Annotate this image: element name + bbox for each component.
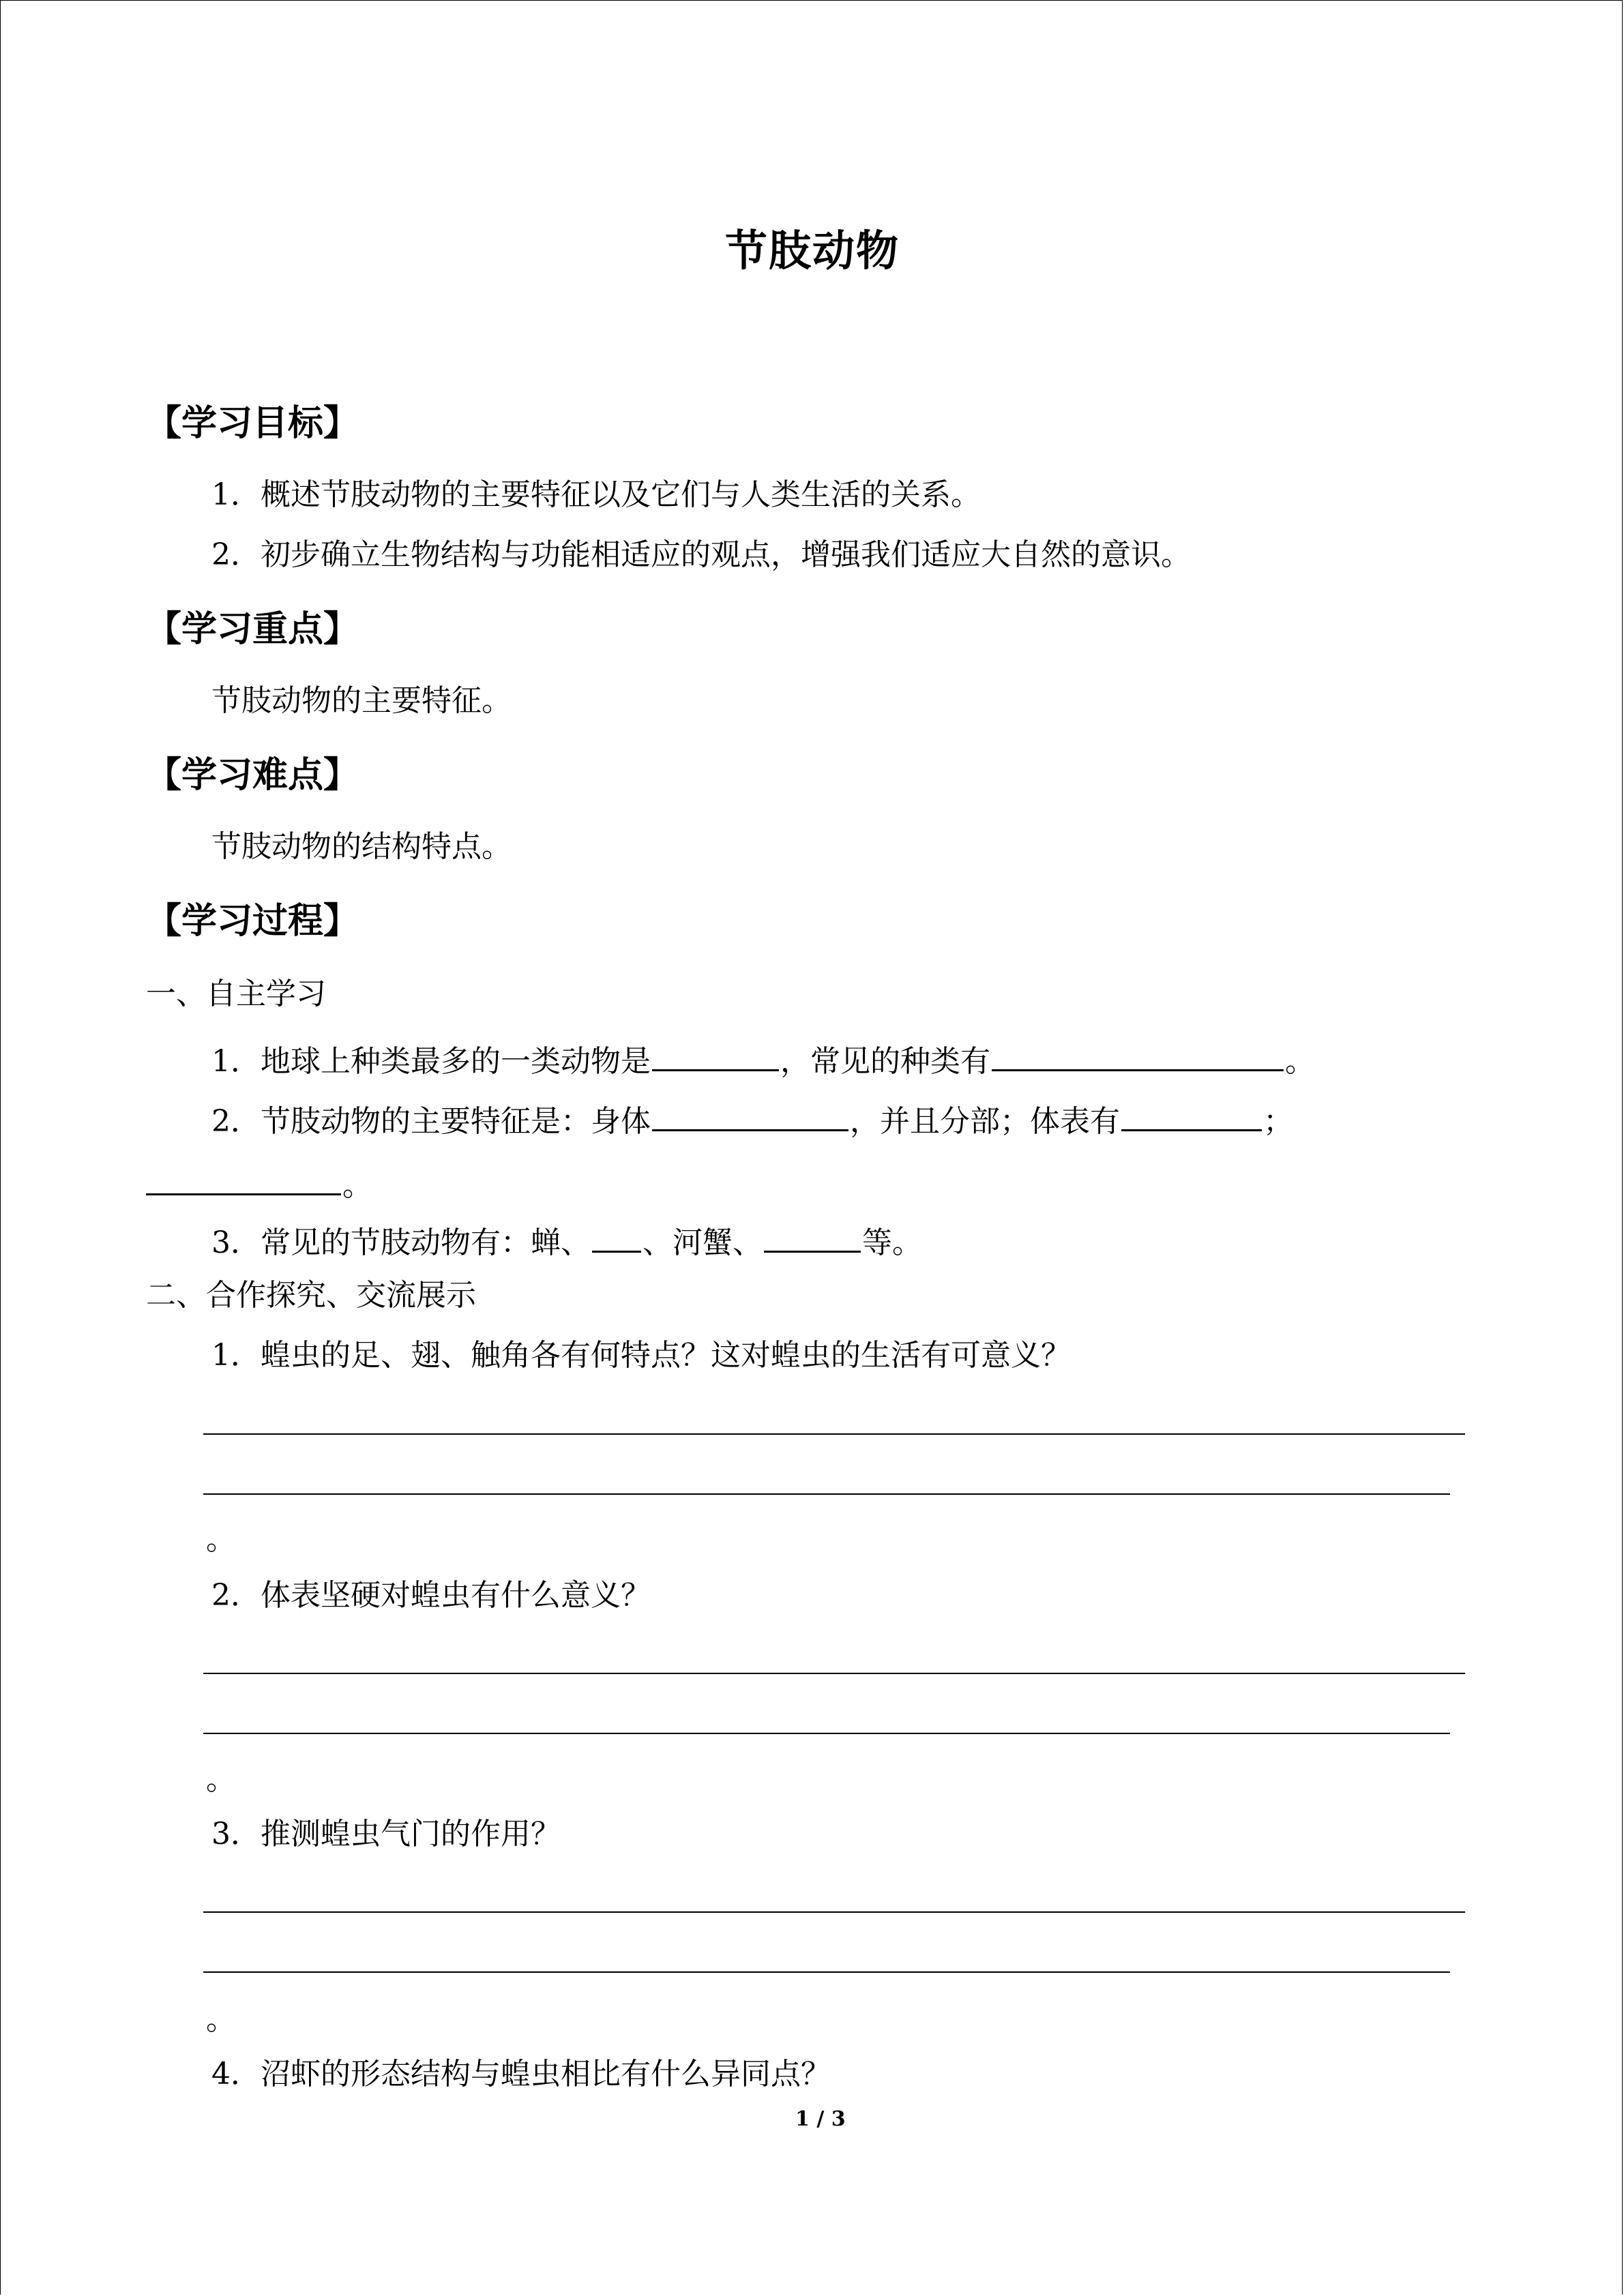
goal-item-1: 1．概述节肢动物的主要特征以及它们与人类生活的关系。 [211,477,981,512]
fill-blank[interactable] [652,1099,848,1131]
open-question-2: 2．体表坚硬对蝗虫有什么意义？ [211,1578,651,1613]
section-cooperation-title: 二、合作探究、交流展示 [146,1278,476,1313]
open-question-3: 3．推测蝗虫气门的作用？ [211,1817,561,1851]
fill-question-3: 3．常见的节肢动物有：蝉、 、河蟹、 等。 [211,1221,922,1258]
heading-difficulty: 【学习难点】 [146,755,359,796]
key-point-text: 节肢动物的主要特征。 [211,683,512,718]
heading-key: 【学习重点】 [146,609,359,650]
answer-line[interactable] [203,1911,1465,1913]
heading-process: 【学习过程】 [146,901,359,942]
goal-item-2: 2．初步确立生物结构与功能相适应的观点，增强我们适应大自然的意识。 [211,537,1191,572]
answer-end-period: 。 [206,2002,236,2037]
fill-blank[interactable] [764,1221,861,1253]
page-title: 节肢动物 [725,226,900,275]
fill-blank[interactable] [592,1221,641,1253]
fill-blank[interactable] [652,1039,779,1071]
open-question-4: 4．沼虾的形态结构与蝗虫相比有什么异同点？ [211,2057,831,2091]
fill-question-2: 2．节肢动物的主要特征是：身体 ，并且分部；体表有 ； [211,1099,1293,1137]
heading-goals: 【学习目标】 [146,403,359,444]
fill-question-1: 1．地球上种类最多的一类动物是 ，常见的种类有 。 [211,1039,1315,1077]
answer-line[interactable] [203,1433,1465,1435]
fill-blank[interactable] [146,1163,341,1195]
answer-end-period: 。 [206,1762,236,1797]
answer-end-period: 。 [206,1522,236,1557]
answer-line[interactable] [203,1971,1450,1973]
fill-question-2-continued: 。 [146,1163,372,1201]
answer-line[interactable] [203,1493,1450,1495]
answer-line[interactable] [203,1733,1450,1734]
fill-blank[interactable] [992,1039,1284,1071]
difficulty-point-text: 节肢动物的结构特点。 [211,829,512,864]
section-self-study-title: 一、自主学习 [146,976,326,1011]
answer-line[interactable] [203,1673,1465,1674]
page-number: 1 / 3 [795,2107,846,2131]
fill-blank[interactable] [1121,1099,1262,1131]
open-question-1: 1．蝗虫的足、翅、触角各有何特点？这对蝗虫的生活有可意义？ [211,1338,1071,1373]
